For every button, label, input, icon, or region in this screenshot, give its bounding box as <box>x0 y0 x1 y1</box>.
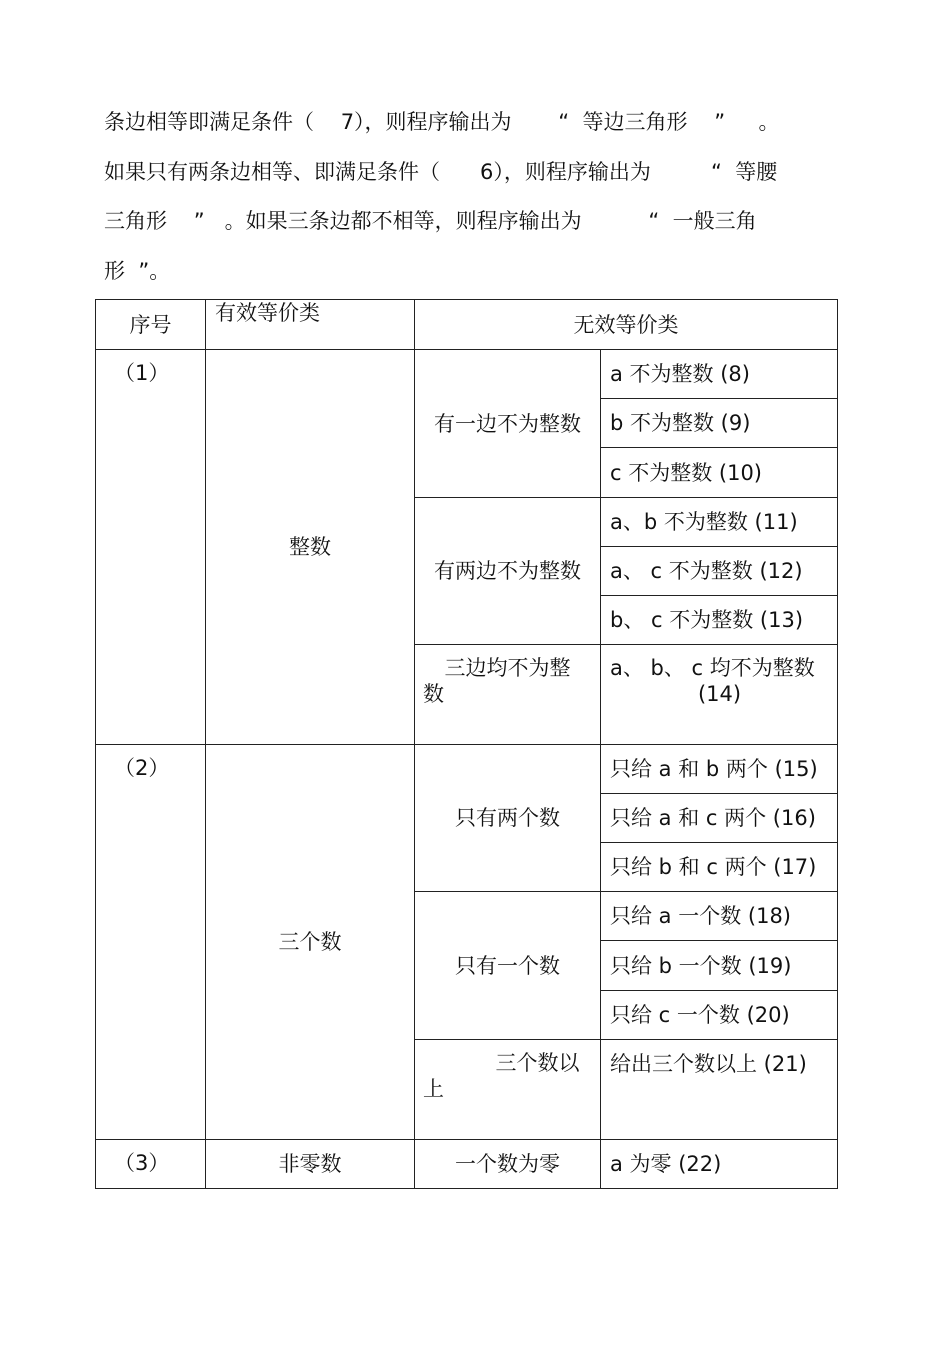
invalid-item-cell: b、 c 不为整数 (13) <box>601 596 838 645</box>
subgroup-label-cell: 有一边不为整数 <box>415 350 601 498</box>
paragraph-line-4: 形 ”。 <box>104 259 171 283</box>
subgroup-label-line2: 上 <box>423 1077 444 1101</box>
table-header-row <box>96 300 838 350</box>
invalid-item-cell: b 不为整数 (9) <box>601 399 838 448</box>
subgroup-label-line1: 三个数以 <box>495 1051 580 1075</box>
subgroup-label-cell <box>415 645 601 745</box>
subgroup-label-cell: 有两边不为整数 <box>415 498 601 645</box>
invalid-item-line2: (14) <box>697 682 742 706</box>
subgroup-label-cell: 只有一个数 <box>415 892 601 1040</box>
seq-cell: （1） <box>96 350 206 745</box>
paragraph-line-2: 如果只有两条边相等、即满足条件（ 6），则程序输出为 “ 等腰 <box>104 160 778 184</box>
invalid-item-cell: a 不为整数 (8) <box>601 350 838 399</box>
paragraph-line-3: 三角形 ” 。如果三条边都不相等，则程序输出为 “ 一般三角 <box>104 209 757 233</box>
table-row <box>96 745 838 794</box>
invalid-item-cell: 只给 b 和 c 两个 (17) <box>601 843 838 892</box>
subgroup-label-line2: 数 <box>423 682 444 706</box>
invalid-item-cell: c 不为整数 (10) <box>601 448 838 498</box>
invalid-item-cell <box>601 645 838 745</box>
subgroup-label-cell: 只有两个数 <box>415 745 601 892</box>
table-row <box>96 1140 838 1189</box>
subgroup-label-line1: 三边均不为整 <box>444 656 571 680</box>
invalid-item-cell: a、 c 不为整数 (12) <box>601 547 838 596</box>
seq-cell: （2） <box>96 745 206 1140</box>
header-invalid-class: 无效等价类 <box>415 300 838 350</box>
invalid-item-cell: 只给 a 和 b 两个 (15) <box>601 745 838 794</box>
invalid-item-cell: 只给 a 和 c 两个 (16) <box>601 794 838 843</box>
subgroup-label-cell: 一个数为零 <box>415 1140 601 1189</box>
seq-cell: （3） <box>96 1140 206 1189</box>
subgroup-label-cell <box>415 1040 601 1140</box>
valid-class-cell: 三个数 <box>206 745 415 1140</box>
paragraph-line-1: 条边相等即满足条件（ 7），则程序输出为 “ 等边三角形 ” 。 <box>104 110 780 134</box>
equivalence-class-table <box>95 299 838 1189</box>
invalid-item-cell: 只给 b 一个数 (19) <box>601 941 838 991</box>
invalid-item-line1: a、 b、 c 均不为整数 <box>610 656 815 680</box>
valid-class-cell: 非零数 <box>206 1140 415 1189</box>
header-valid-class: 有效等价类 <box>206 300 415 350</box>
header-seq: 序号 <box>96 300 206 350</box>
invalid-item-cell: 只给 c 一个数 (20) <box>601 991 838 1040</box>
invalid-item-cell: a 为零 (22) <box>601 1140 838 1189</box>
invalid-item-cell: 只给 a 一个数 (18) <box>601 892 838 941</box>
invalid-item-cell: a、b 不为整数 (11) <box>601 498 838 547</box>
invalid-item-cell: 给出三个数以上 (21) <box>601 1040 838 1140</box>
valid-class-cell: 整数 <box>206 350 415 745</box>
table-row <box>96 350 838 399</box>
